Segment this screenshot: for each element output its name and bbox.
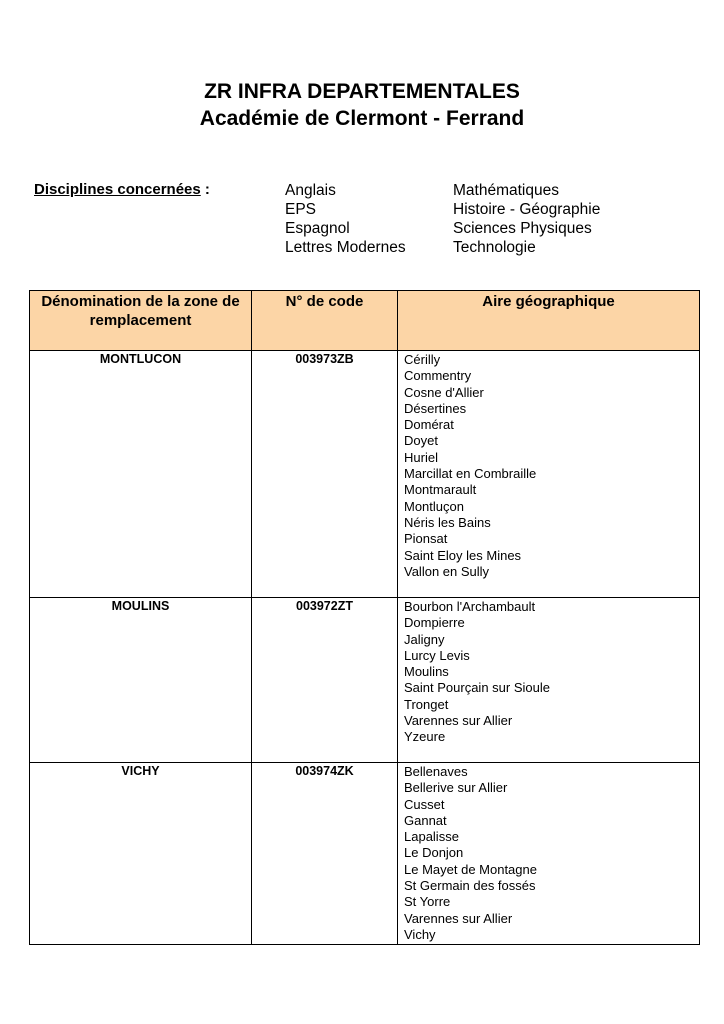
zone-code: 003972ZT: [252, 598, 398, 763]
disciplines-column-1: [285, 181, 406, 257]
area-item: Le Mayet de Montagne: [404, 861, 537, 877]
zone-name: MOULINS: [30, 598, 252, 763]
area-item: Moulins: [404, 664, 449, 680]
table-row: [30, 598, 700, 763]
zone-code: 003973ZB: [252, 351, 398, 598]
discipline-item: Anglais: [285, 182, 336, 199]
area-item: Huriel: [404, 449, 438, 465]
area-list: [398, 351, 700, 598]
area-item: Varennes sur Allier: [404, 713, 513, 729]
zones-table: [29, 290, 700, 945]
header-area: Aire géographique: [398, 291, 700, 351]
area-item: Néris les Bains: [404, 514, 491, 530]
area-item: Saint Eloy les Mines: [404, 547, 522, 563]
area-item: Désertines: [404, 400, 467, 416]
table-row: [30, 763, 700, 945]
zone-name: VICHY: [30, 763, 252, 945]
area-item: Varennes sur Allier: [404, 910, 513, 926]
area-item: Montluçon: [404, 498, 464, 514]
zone-code: 003974ZK: [252, 763, 398, 945]
discipline-item: Lettres Modernes: [285, 239, 406, 256]
area-item: Bellerive sur Allier: [404, 780, 508, 796]
area-item: St Germain des fossés: [404, 878, 536, 894]
area-item: Vallon en Sully: [404, 563, 490, 579]
disciplines-label: Disciplines concernées :: [34, 181, 210, 198]
area-item: Commentry: [404, 368, 472, 384]
area-item: Bourbon l'Archambault: [404, 599, 536, 614]
area-item: Montmarault: [404, 482, 477, 498]
area-item: Le Donjon: [404, 845, 464, 861]
zone-name: MONTLUCON: [30, 351, 252, 598]
area-item: Pionsat: [404, 531, 448, 547]
discipline-item: Histoire - Géographie: [453, 201, 601, 218]
area-item: Lurcy Levis: [404, 647, 470, 663]
area-item: Jaligny: [404, 631, 445, 647]
area-item: Bellenaves: [404, 764, 468, 779]
page-title: ZR INFRA DEPARTEMENTALES: [204, 80, 520, 103]
discipline-item: Sciences Physiques: [453, 220, 592, 237]
header-code: N° de code: [252, 291, 398, 351]
discipline-item: Espagnol: [285, 220, 350, 237]
discipline-item: Technologie: [453, 239, 536, 256]
area-item: Saint Pourçain sur Sioule: [404, 680, 550, 696]
area-item: Gannat: [404, 812, 447, 828]
discipline-item: Mathématiques: [453, 182, 559, 199]
area-item: Doyet: [404, 433, 438, 449]
header-zone: Dénomination de la zone de remplacement: [30, 291, 252, 351]
page-subtitle: Académie de Clermont - Ferrand: [199, 107, 525, 130]
area-item: Dompierre: [404, 615, 465, 631]
area-item: Marcillat en Combraille: [404, 466, 537, 482]
table-header-row: [30, 291, 700, 351]
area-item: Tronget: [404, 696, 449, 712]
area-item: Lapalisse: [404, 829, 459, 845]
area-list: [398, 598, 700, 763]
area-item: Domérat: [404, 417, 454, 433]
area-item: Cusset: [404, 796, 445, 812]
area-item: Cosne d'Allier: [404, 384, 484, 400]
area-item: Vichy: [404, 926, 436, 942]
table-row: [30, 351, 700, 598]
area-list: [398, 763, 700, 945]
area-item: Cérilly: [404, 352, 441, 367]
disciplines-column-2: [453, 181, 600, 257]
area-item: Yzeure: [404, 729, 446, 745]
discipline-item: EPS: [285, 201, 317, 218]
area-item: St Yorre: [404, 894, 451, 910]
